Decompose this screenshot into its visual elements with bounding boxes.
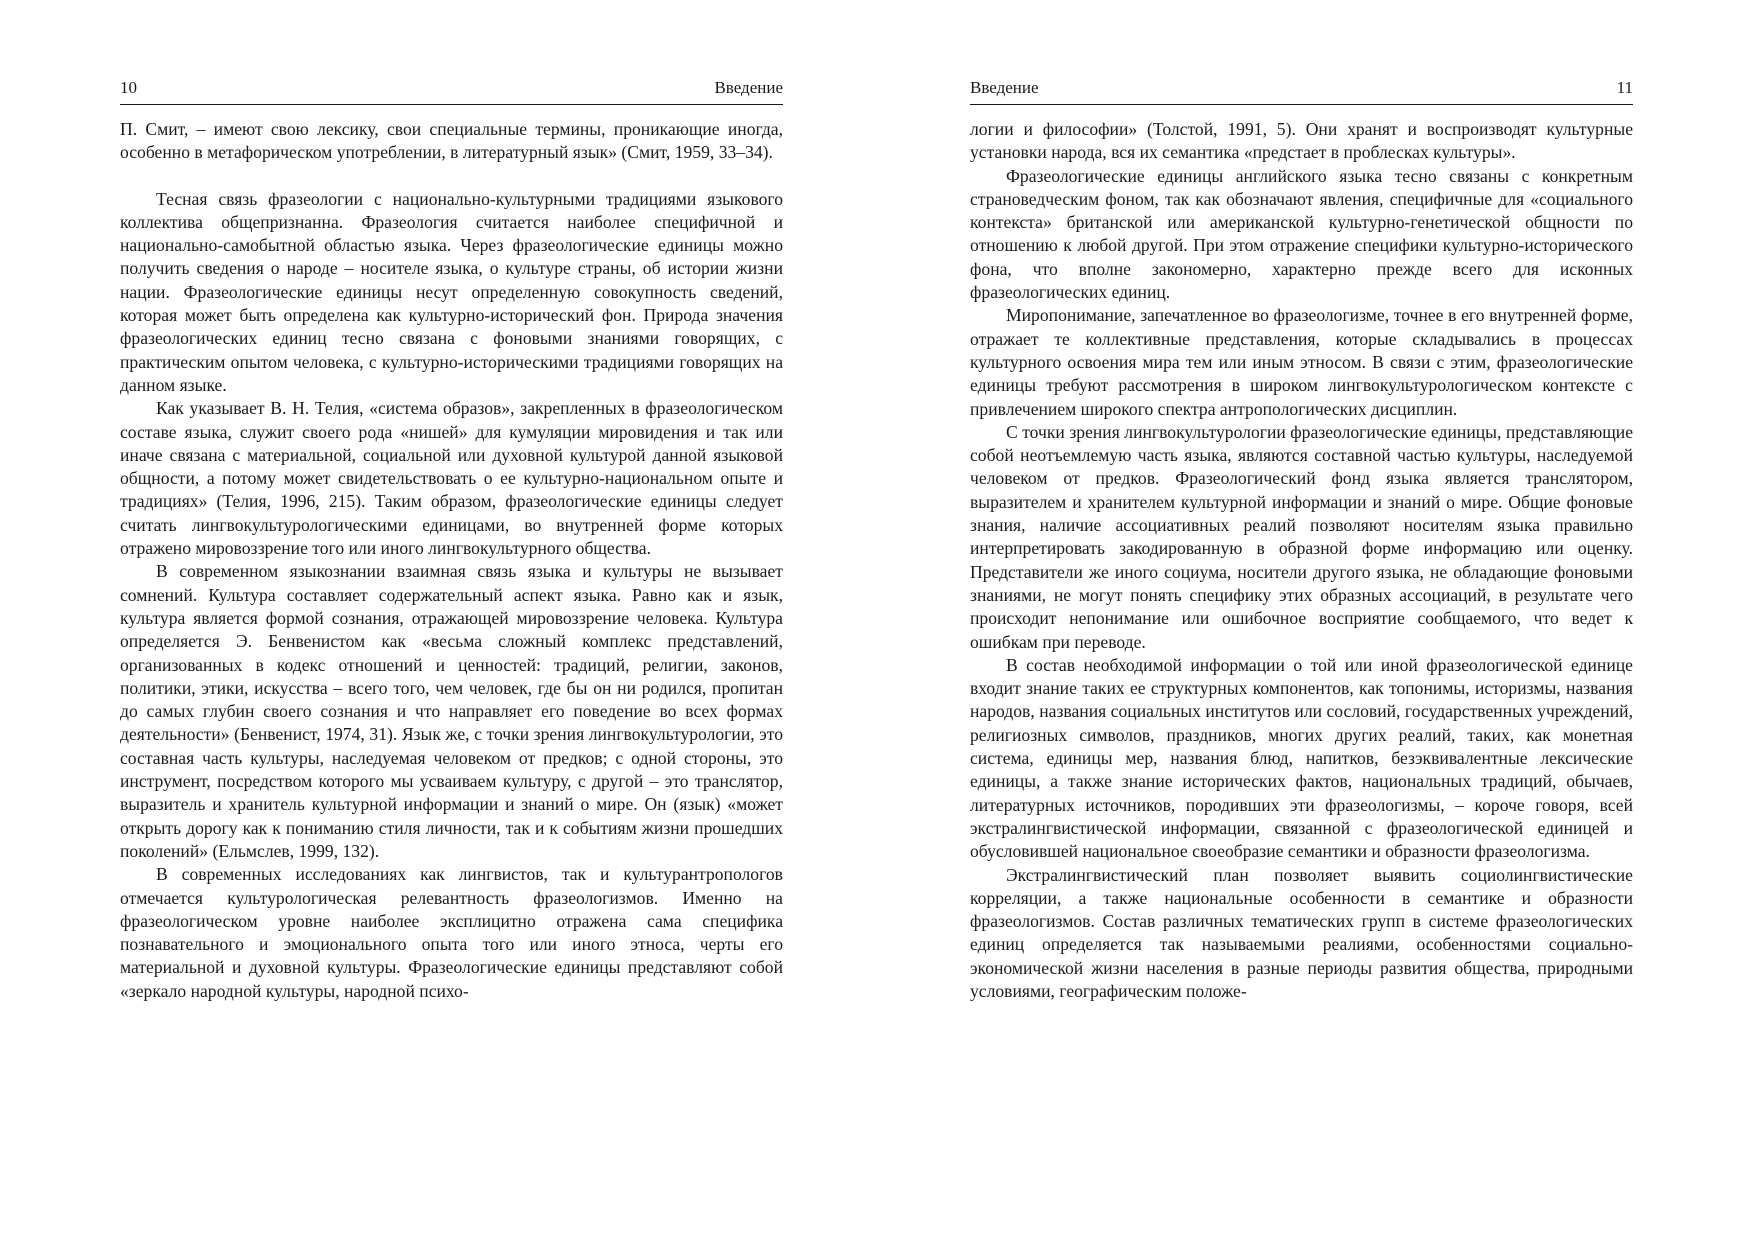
paragraph: Фразеологические единицы английского языка тесно связаны с конкретным страноведческим фоном, так как обозначают явления, специфичные для «социального контекста» британской или американской культурно-генетической общности по отношению к любой другой. При этом отражение специфики культурно-исторического фона, что вполне закономерно, характерно прежде всего для исконных фразеологических единиц. [970,165,1633,303]
paragraph: Как указывает В. Н. Телия, «система образов», закрепленных в фразеологическом составе языка, служит своего рода «нишей» для кумуляции мировидения и так или иначе связана с материальной, социальной или духовной культурой данной языковой общности, а потому может свидетельствовать о ее культурно-национальном опыте и традициях» (Телия, 1996, 215). Таким образом, фразеологические единицы следует считать лингвокультурологическими единицами, во внутренней форме которых отражено мировоззрение того или иного лингвокультурного общества. [120,398,783,559]
paragraph: логии и философии» (Толстой, 1991, 5). Они хранят и воспроизводят культурные установки народа, вся их семантика «предстает в проблесках культуры». [970,119,1633,163]
paragraph: В современных исследованиях как лингвистов, так и культурантропологов отмечается культурологическая релевантность фразеологизмов. Именно на фразеологическом уровне наиболее эксплицитно отражена сама специфика познавательного и эмоционального опыта того или иного этноса, черты его материальной и духовной культуры. Фразеологические единицы представляют собой «зеркало народной культуры, народной психо- [120,864,783,1001]
paragraph: Тесная связь фразеологии с национально-культурными традициями языкового коллектива общепризнанна. Фразеология считается наиболее специфичной и национально-самобытной областью языка. Через фразеологические единицы можно получить сведения о народе – носителе языка, о культуре страны, об истории жизни нации. Фразеологические единицы несут определенную совокупность сведений, которая может быть определена как культурно-исторический фон. Природа значения фразеологических единиц тесно связана с фоновыми знаниями говорящих, с практическим опытом человека, с культурно-историческими традициями говорящих на данном языке. [120,188,783,395]
paragraph: С точки зрения лингвокультурологии фразеологические единицы, представляющие собой неотъемлемую часть языка, являются составной частью культуры, наследуемой человеком от предков. Фразеологический фонд языка является транслятором, выразителем и хранителем культурной информации и знаний о мире. Общие фоновые знания, наличие ассоциативных реалий позволяют носителям языка правильно интерпретировать закодированную в образной форме информацию или оценку. Представители же иного социума, носители другого языка, не обладающие фоновыми знаниями, не могут понять специфику этих образных ассоциаций, в результате чего происходит непонимание или ошибочное восприятие сообщаемого, что ведет к ошибкам при переводе. [970,421,1633,652]
left-page-number: 10 [120,78,137,97]
left-page-header [120,78,783,105]
paragraph: Миропонимание, запечатленное во фразеологизме, точнее в его внутренней форме, отражает те коллективные представления, которые складывались в процессах культурного освоения мира тем или иным этносом. В связи с этим, фразеологические единицы требуют рассмотрения в широком лингвокультурологическом контексте с привлечением широкого спектра антропологических дисциплин. [970,305,1633,419]
paragraph: П. Смит, – имеют свою лексику, свои специальные термины, проникающие иногда, особенно в метафорическом употреблении, в литературный язык» (Смит, 1959, 33–34). [120,119,783,163]
right-running-title: Введение [970,78,1039,97]
paragraph: В состав необходимой информации о той или иной фразеологической единице входит знание таких ее структурных компонентов, как топонимы, историзмы, названия народов, названия социальных институтов или сословий, государственных учреждений, религиозных символов, праздников, многих других реалий, таких, как монетная система, единицы мер, названия блюд, напитков, безэквивалентные лексические единицы, а также знание исторических фактов, национальных традиций, обычаев, литературных источников, породивших эти фразеологизмы, – короче говоря, всей экстралингвистической информации, связанной с фразеологической единицей и обусловившей национальное своеобразие семантики и образности фразеологизма. [970,654,1633,862]
left-page-body [120,118,783,1003]
left-page [120,78,783,1003]
paragraph: Экстралингвистический план позволяет выявить социолингвистические корреляции, а также национальные особенности в семантике и образности фразеологизмов. Состав различных тематических групп в системе фразеологических единиц определяется так называемыми реалиями, особенностями социально-экономической жизни населения в разные периоды развития общества, природными условиями, географическим положе- [970,864,1633,1001]
right-page-body [970,118,1633,1003]
paragraph: В современном языкознании взаимная связь языка и культуры не вызывает сомнений. Культура составляет содержательный аспект языка. Равно как и язык, культура является формой сознания, отражающей мировоззрение человека. Культура определяется Э. Бенвенистом как «весьма сложный комплекс представлений, организованных в кодекс отношений и ценностей: традиций, религии, законов, политики, этики, искусства – всего того, чем человек, где бы он ни родился, пропитан до самых глубин своего сознания и что направляет его поведение во всех формах деятельности» (Бенвенист, 1974, 31). Язык же, с точки зрения лингвокультурологии, это составная часть культуры, наследуемая человеком от предков; с одной стороны, это инструмент, посредством которого мы усваиваем культуру, с другой – это транслятор, выразитель и хранитель культурной информации и знаний о мире. Он (язык) «может открыть дорогу как к пониманию стиля личности, так и к событиям жизни прошедших поколений» (Ельмслев, 1999, 132). [120,561,783,861]
right-page-number: 11 [1616,78,1633,97]
right-page-header [970,78,1633,105]
left-running-title: Введение [714,78,783,97]
right-page [970,78,1633,1003]
